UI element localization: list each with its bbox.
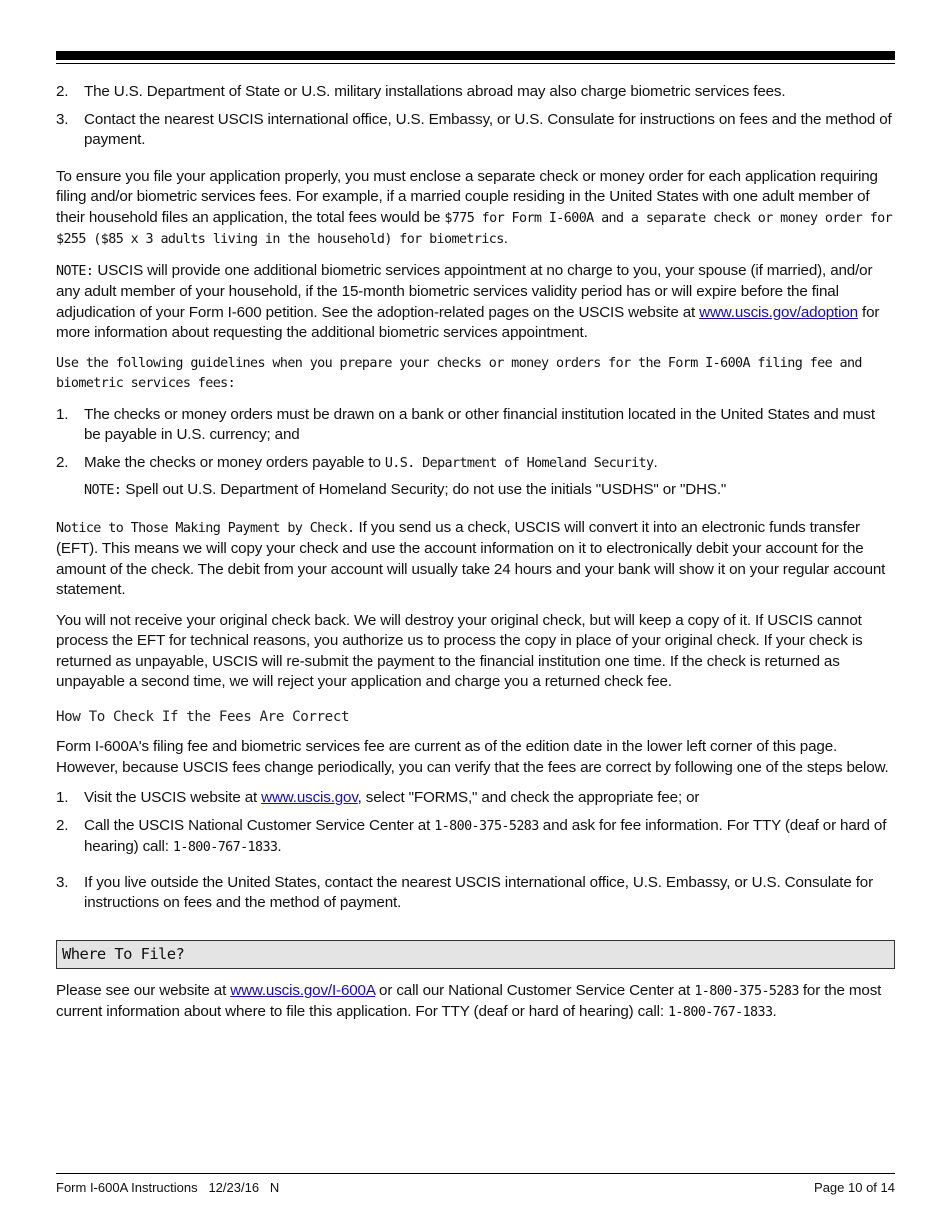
fee-example: $775 for Form I-600A and a separate check or money order for $255 ($85 x 3 adults living in the household) for biometrics <box>56 210 893 247</box>
list-text: The checks or money orders must be drawn on a bank or other financial institution located in the United States and must be payable in U.S. currency; and <box>84 405 875 443</box>
biometric-note: NOTE: USCIS will provide one additional biometric services appointment at no charge to you, your spouse (if married), and/or any adult member of your household, if the 15-month biometric services validity period has or will expire before the final adjudication of your Form I-600 petition. See the adoption-related pages on the USCIS website at www.uscis.gov/adoption for more information about requesting the additional biometric services appointment. <box>56 261 880 341</box>
payee-name: U.S. Department of Homeland Security <box>384 455 654 471</box>
check-notice-heading: Notice to Those Making Payment by Check. <box>56 520 355 536</box>
document-body <box>56 82 895 1034</box>
note-label: NOTE: <box>56 263 94 279</box>
list-number: 3. <box>56 873 69 891</box>
header-thick-rule <box>56 51 895 60</box>
list-number: 3. <box>56 110 69 128</box>
adoption-link[interactable]: www.uscis.gov/adoption <box>699 303 858 321</box>
page-number: Page 10 of 14 <box>814 1180 895 1195</box>
tty-number: 1-800-767-1833 <box>172 840 278 855</box>
returned-check-paragraph: You will not receive your original check back. We will destroy your original check, but will keep a copy of it. If USCIS cannot process the EFT for technical reasons, you authorize us to process the copy in place of your original check. If your check is returned as unpayable, USCIS will re-submit the payment to the financial institution one time. If the check is returned as unpayable a second time, we will reject your application and charge you a returned check fee. <box>56 611 863 690</box>
payee-note: NOTE: Spell out U.S. Department of Homeland Security; do not use the initials "USDHS" or "DHS." <box>84 481 727 498</box>
list-item <box>56 816 895 859</box>
list-text: Visit the USCIS website at www.uscis.gov, select "FORMS," and check the appropriate fee; or <box>84 789 700 806</box>
list-item <box>56 453 895 475</box>
where-to-file-heading: Where To File? <box>56 940 895 969</box>
list-text: Make the checks or money orders payable to U.S. Department of Homeland Security. <box>84 453 658 471</box>
form-edition: Form I-600A Instructions 12/23/16 N <box>56 1180 280 1195</box>
fees-current-paragraph: Form I-600A's filing fee and biometric services fee are current as of the edition date in the lower left corner of this page. However, because USCIS fees change periodically, you can verify that the fees are correct by following one of the steps below. <box>56 738 889 776</box>
phone-number: 1-800-375-5283 <box>434 818 539 834</box>
guidelines-intro: Use the following guidelines when you prepare your checks or money orders for the Form I-600A filing fee and biometric services fees: <box>56 355 862 391</box>
page-footer <box>56 1178 895 1199</box>
list-number: 1. <box>56 789 69 806</box>
check-notice: Notice to Those Making Payment by Check. If you send us a check, USCIS will convert it into an electronic funds transfer (EFT). This means we will copy your check and use the account information on it to electronically debit your account for the amount of the check. The debit from your account will usually take 24 hours and your bank will show it on your regular account statement. <box>56 518 886 598</box>
i600a-link[interactable]: www.uscis.gov/I-600A <box>230 981 375 999</box>
fees-paragraph: To ensure you file your application properly, you must enclose a separate check or money order for each application requiring filing and/or biometric services fees. For example, if a married couple residing in the United States with one adult member of their household files an application, the total fees would be $775 for Form I-600A and a separate check or money order for $255 ($85 x 3 adults living in the household) for biometrics. <box>56 167 893 247</box>
phone-number: 1-800-375-5283 <box>694 983 799 999</box>
note-label: NOTE: <box>84 483 122 498</box>
list-text: The U.S. Department of State or U.S. military installations abroad may also charge biometric services fees. <box>84 83 786 100</box>
list-item <box>56 788 895 809</box>
list-text: If you live outside the United States, contact the nearest USCIS international office, U.S. Embassy, or U.S. Consulate for instructions on fees and the method of payment. <box>84 873 874 911</box>
list-number: 2. <box>56 83 69 100</box>
list-item <box>56 405 895 446</box>
list-number: 1. <box>56 405 69 423</box>
header-thin-rule <box>56 63 895 64</box>
fees-section-heading: How To Check If the Fees Are Correct <box>56 708 350 725</box>
list-number: 2. <box>56 816 69 834</box>
list-text: Call the USCIS National Customer Service Center at 1-800-375-5283 and ask for fee information. For TTY (deaf or hard of hearing) call: 1-800-767-1833. <box>84 816 887 855</box>
tty-number: 1-800-767-1833 <box>667 1005 773 1020</box>
uscis-link[interactable]: www.uscis.gov <box>261 789 358 806</box>
where-to-file-paragraph: Please see our website at www.uscis.gov/I-600A or call our National Customer Service Center at 1-800-375-5283 for the most current information about where to file this application. For TTY (deaf or hard of hearing) call: 1-800-767-1833. <box>56 981 882 1020</box>
footer-rule <box>56 1173 895 1174</box>
list-item <box>56 82 895 103</box>
list-item <box>56 110 895 151</box>
list-text: Contact the nearest USCIS international office, U.S. Embassy, or U.S. Consulate for instructions on fees and the method of payment. <box>84 110 892 148</box>
list-number: 2. <box>56 453 69 471</box>
list-item <box>56 873 895 914</box>
